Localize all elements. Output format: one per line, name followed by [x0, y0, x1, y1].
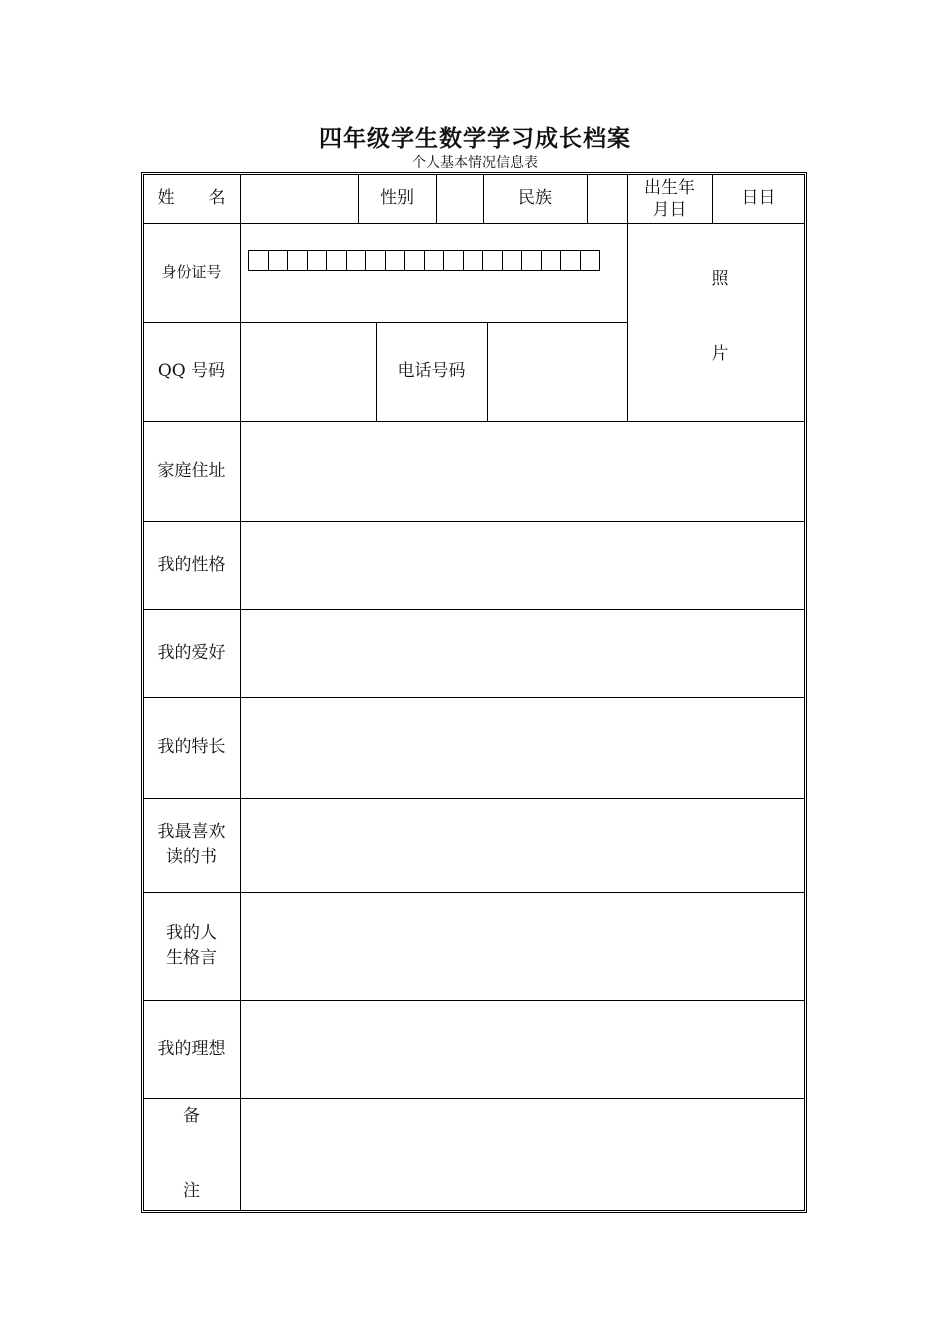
favorite-book-label-line: 我最喜欢	[157, 822, 226, 842]
id-digit-box[interactable]	[503, 251, 523, 270]
life-motto-field[interactable]	[240, 892, 805, 1000]
phone-field[interactable]	[487, 322, 627, 421]
name-label: 姓 名	[157, 188, 226, 208]
home-address-label: 家庭住址	[157, 460, 226, 481]
id-digit-box[interactable]	[483, 251, 503, 270]
id-digit-box[interactable]	[347, 251, 367, 270]
ethnicity-label: 民族	[518, 188, 552, 208]
birth-label-line: 月日	[652, 199, 687, 220]
hobbies-field[interactable]	[240, 609, 805, 697]
ethnicity-field[interactable]	[587, 174, 627, 223]
photo-area[interactable]	[627, 223, 805, 421]
id-digit-box[interactable]	[288, 251, 308, 270]
life-motto-label-line: 生格言	[166, 948, 217, 968]
favorite-book-field[interactable]	[240, 798, 805, 892]
personality-label: 我的性格	[157, 554, 226, 575]
page-subtitle: 个人基本情况信息表	[412, 155, 538, 171]
id-digit-box[interactable]	[386, 251, 406, 270]
id-digit-box[interactable]	[269, 251, 289, 270]
id-digit-box[interactable]	[522, 251, 542, 270]
id-digit-box[interactable]	[464, 251, 484, 270]
id-digit-box[interactable]	[542, 251, 562, 270]
id-digit-box[interactable]	[308, 251, 328, 270]
favorite-book-label-line: 读的书	[166, 847, 217, 867]
id-digit-box[interactable]	[561, 251, 581, 270]
qq-field[interactable]	[240, 322, 376, 421]
phone-label: 电话号码	[397, 361, 466, 381]
id-digit-box[interactable]	[425, 251, 445, 270]
id-number-label: 身份证号	[161, 263, 222, 281]
remarks-label-line: 备	[183, 1106, 200, 1126]
name-field[interactable]	[240, 174, 358, 223]
gender-label: 性别	[380, 188, 414, 208]
id-digit-box[interactable]	[444, 251, 464, 270]
specialty-field[interactable]	[240, 697, 805, 798]
id-digit-box[interactable]	[327, 251, 347, 270]
qq-label: QQ 号码	[157, 361, 226, 381]
remarks-label	[143, 1098, 240, 1211]
birth-label-line: 出生年	[644, 177, 695, 198]
birth-date-field[interactable]: 日日	[741, 188, 776, 208]
hobbies-label: 我的爱好	[157, 642, 226, 663]
page-title: 四年级学生数学学习成长档案	[319, 126, 631, 152]
personality-field[interactable]	[240, 521, 805, 609]
specialty-label: 我的特长	[157, 737, 226, 757]
life-motto-label-line: 我的人	[166, 923, 217, 943]
home-address-field[interactable]	[240, 421, 805, 521]
ideal-label: 我的理想	[157, 1038, 226, 1059]
id-digit-box[interactable]	[249, 251, 269, 270]
id-digit-box[interactable]	[581, 251, 600, 270]
remarks-label-line: 注	[183, 1181, 200, 1201]
photo-label-line: 照	[711, 269, 729, 289]
id-digit-box[interactable]	[366, 251, 386, 270]
id-number-boxes[interactable]	[248, 250, 600, 271]
birth-date-label	[627, 174, 712, 223]
photo-label-line: 片	[711, 344, 729, 364]
remarks-field[interactable]	[240, 1098, 805, 1211]
ideal-field[interactable]	[240, 1000, 805, 1098]
id-digit-box[interactable]	[405, 251, 425, 270]
favorite-book-label	[143, 798, 240, 892]
life-motto-label	[143, 892, 240, 1000]
gender-field[interactable]	[436, 174, 483, 223]
